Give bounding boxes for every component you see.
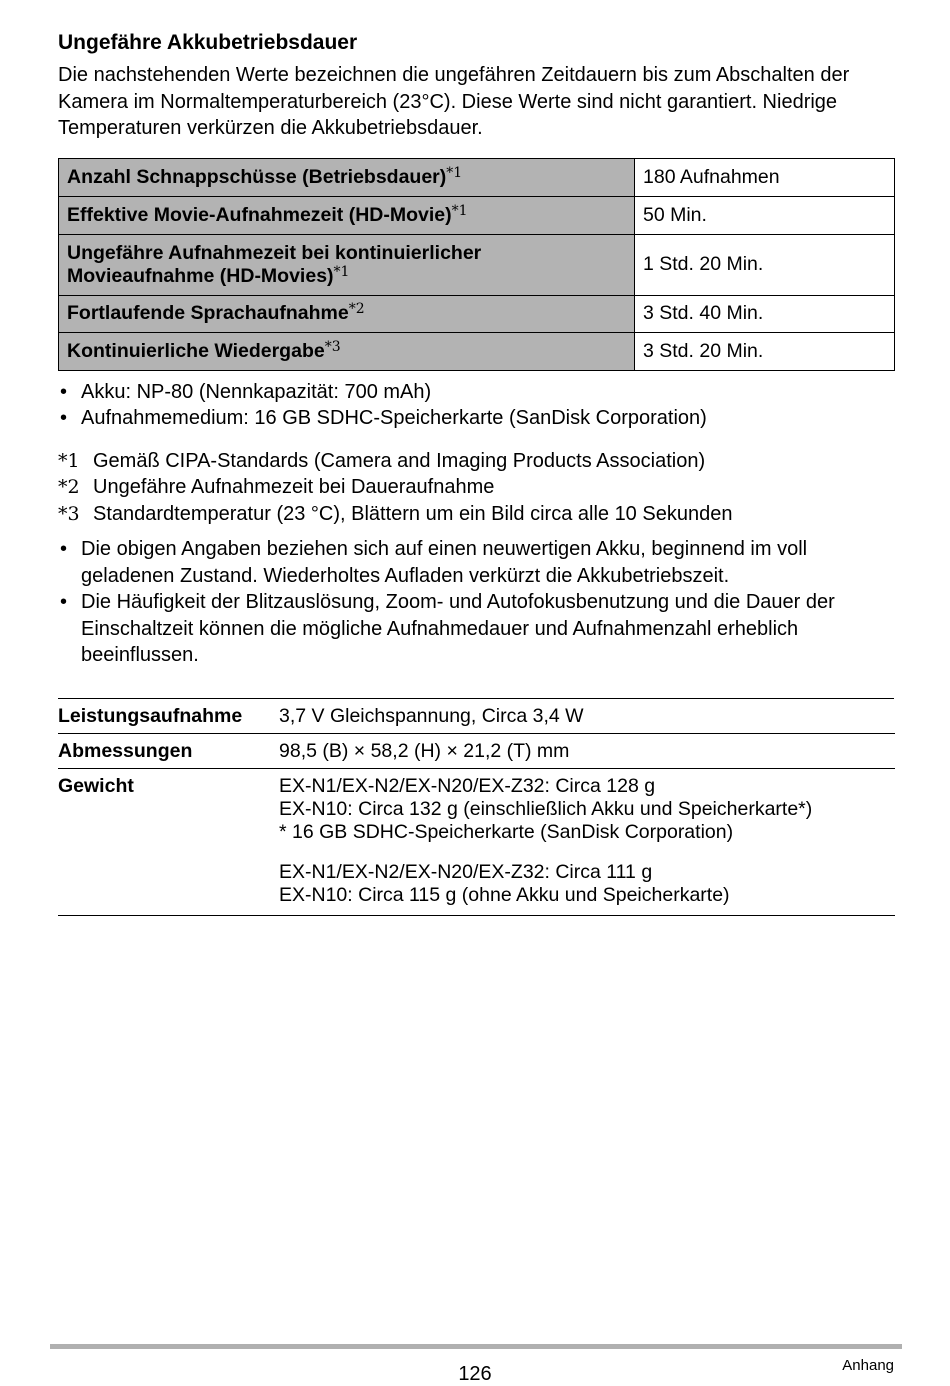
footnote-mark: *2 <box>58 476 80 498</box>
footnote <box>58 448 894 475</box>
spec-label: Gewicht <box>58 774 134 797</box>
footnote-text: Standardtemperatur (23 °C), Blättern um ein Bild circa alle 10 Sekunden <box>93 502 733 525</box>
footnote-text: Ungefähre Aufnahmezeit bei Daueraufnahme <box>93 476 495 498</box>
list-item: • Akku: NP-80 (Nennkapazität: 700 mAh) <box>58 379 894 406</box>
footnote-mark: *3 <box>58 502 80 525</box>
footnote-mark: *1 <box>446 164 463 181</box>
footnote-mark: *3 <box>324 338 341 355</box>
table-row <box>59 234 895 295</box>
footnote <box>58 501 894 528</box>
list-item: • Die Häufigkeit der Blitzauslösung, Zoom- und Autofokusbenutzung und die Dauer der Einschaltzeit können die mögliche Aufnahmedauer und Aufnahmenzahl erheblich beeinflussen. <box>58 589 894 669</box>
footnote-text: Gemäß CIPA-Standards (Camera and Imaging Products Association) <box>93 449 706 472</box>
spec-value <box>279 768 895 915</box>
section-label: Anhang <box>842 1357 894 1374</box>
section-heading: Ungefähre Akkubetriebsdauer <box>58 31 358 54</box>
spec-value: 98,5 (B) × 58,2 (H) × 21,2 (T) mm <box>279 739 570 762</box>
footnote-mark: *1 <box>451 202 468 219</box>
page-number: 126 <box>458 1363 492 1385</box>
row-label: Ungefähre Aufnahmezeit bei kontinuierlicher Movieaufnahme (HD-Movies)$^{*1}$ <box>59 234 635 295</box>
weight-note: * 16 GB SDHC-Speicherkarte (SanDisk Corporation) <box>279 820 734 843</box>
weight-line: EX-N1/EX-N2/EX-N20/EX-Z32: Circa 128 g <box>279 774 656 797</box>
table-row <box>58 699 895 734</box>
spec-label: Abmessungen <box>58 739 193 762</box>
table-row <box>59 158 895 196</box>
row-value: 50 Min. <box>635 196 895 234</box>
remarks-list <box>58 536 894 669</box>
table-row <box>59 196 895 234</box>
list-item: • Die obigen Angaben beziehen sich auf einen neuwertigen Akku, beginnend im voll geladenen Zustand. Wiederholtes Aufladen verkürzt die Akkubetriebszeit. <box>58 536 894 589</box>
table-row <box>58 733 895 768</box>
row-label: Effektive Movie-Aufnahmezeit (HD-Movie)$^{*1}$ <box>59 196 635 234</box>
row-value: 1 Std. 20 Min. <box>635 234 895 295</box>
spec-value: 3,7 V Gleichspannung, Circa 3,4 W <box>279 704 584 727</box>
page-content <box>58 30 894 916</box>
divider <box>58 669 894 699</box>
row-value: 3 Std. 20 Min. <box>635 332 895 370</box>
footer-divider <box>50 1344 902 1349</box>
footnotes <box>58 448 894 528</box>
spec-label: Leistungsaufnahme <box>58 704 243 727</box>
row-label: Fortlaufende Sprachaufnahme$^{*2}$ <box>59 295 635 332</box>
list-item: • Aufnahmemedium: 16 GB SDHC-Speicherkarte (SanDisk Corporation) <box>58 405 894 432</box>
battery-life-table <box>58 158 895 371</box>
footnote <box>58 474 894 501</box>
footnote-mark: *1 <box>333 263 350 280</box>
intro-paragraph: Die nachstehenden Werte bezeichnen die ungefähren Zeitdauern bis zum Abschalten der Kamera im Normaltemperaturbereich (23°C). Diese Werte sind nicht garantiert. Niedrige Temperaturen verkürzen die Akkubetriebsdauer. <box>58 64 850 139</box>
footnote-mark: *1 <box>58 449 80 472</box>
table-row <box>59 295 895 332</box>
spec-table <box>58 699 895 916</box>
weight-line: EX-N10: Circa 132 g (einschließlich Akku und Speicherkarte*) <box>279 797 813 820</box>
footnote-mark: *2 <box>348 301 365 317</box>
weight-line: EX-N1/EX-N2/EX-N20/EX-Z32: Circa 111 g <box>279 860 653 883</box>
weight-line: EX-N10: Circa 115 g (ohne Akku und Speicherkarte) <box>279 883 730 906</box>
conditions-list <box>58 379 894 432</box>
row-label: Anzahl Schnappschüsse (Betriebsdauer)$^{*1}$ <box>59 158 635 196</box>
row-value: 3 Std. 40 Min. <box>635 295 895 332</box>
row-label: Kontinuierliche Wiedergabe$^{*3}$ <box>59 332 635 370</box>
row-value: 180 Aufnahmen <box>635 158 895 196</box>
table-row <box>59 332 895 370</box>
table-row <box>58 768 895 915</box>
